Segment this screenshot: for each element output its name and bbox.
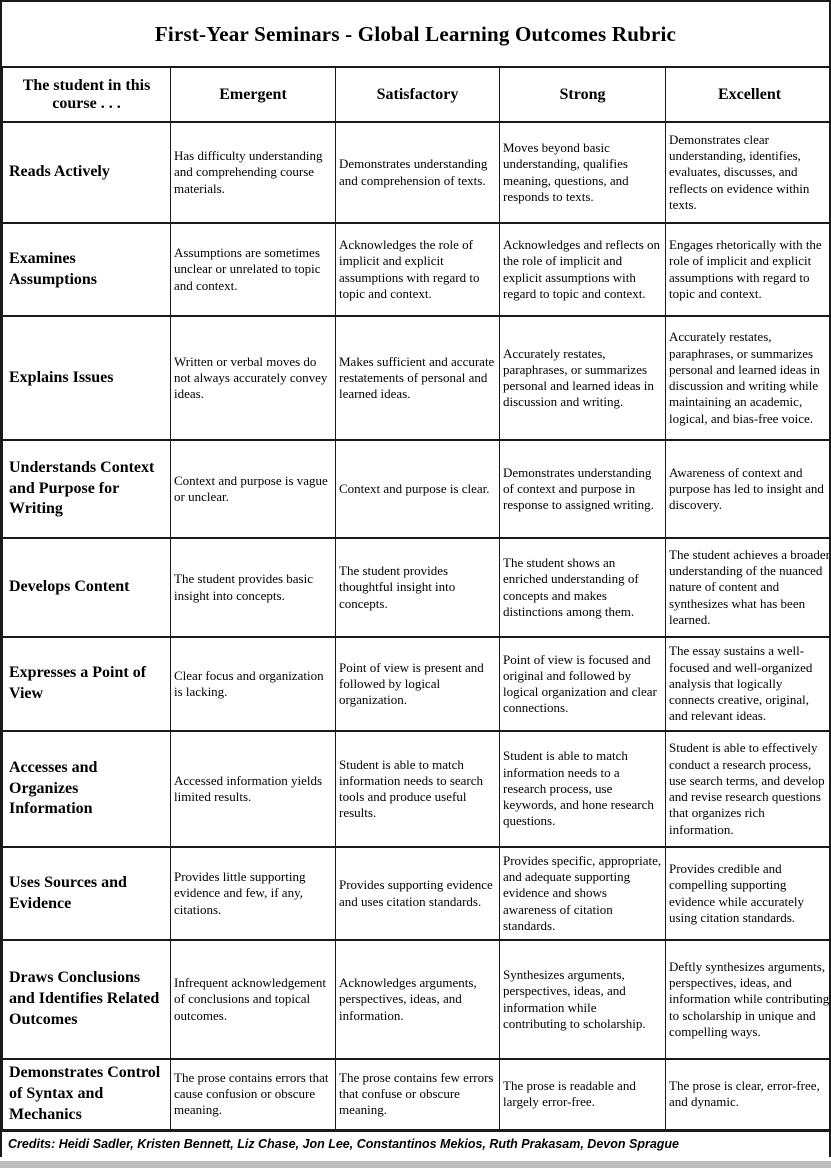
cell-emergent: Context and purpose is vague or unclear. (171, 440, 336, 538)
criterion-label: Reads Actively (3, 122, 171, 223)
cell-excellent: Demonstrates clear understanding, identifies, evaluates, discusses, and reflects on evidence within texts. (666, 122, 831, 223)
cell-emergent: Clear focus and organization is lacking. (171, 637, 336, 731)
header-row (3, 67, 831, 122)
title-bar (2, 2, 829, 66)
cell-emergent: Written or verbal moves do not always accurately convey ideas. (171, 316, 336, 440)
header-emergent: Emergent (171, 67, 336, 122)
cell-satisfactory: Acknowledges arguments, perspectives, ideas, and information. (336, 940, 500, 1059)
table-row (3, 538, 831, 637)
header-satisfactory: Satisfactory (336, 67, 500, 122)
cell-emergent: Infrequent acknowledgement of conclusions and topical outcomes. (171, 940, 336, 1059)
cell-excellent: Deftly synthesizes arguments, perspectives, ideas, and information while contributing to scholarship in unique and compelling ways. (666, 940, 831, 1059)
table-row (3, 316, 831, 440)
criterion-label: Accesses and Organizes Information (3, 731, 171, 847)
cell-excellent: Accurately restates, paraphrases, or summarizes personal and learned ideas in discussion and writing while maintaining an academic, logical, and bias-free voice. (666, 316, 831, 440)
cell-excellent: Student is able to effectively conduct a research process, use search terms, and develop and revise research questions that organizes rich information. (666, 731, 831, 847)
cell-excellent: The prose is clear, error-free, and dynamic. (666, 1059, 831, 1129)
cell-strong: Provides specific, appropriate, and adequate supporting evidence and shows awareness of citation standards. (500, 847, 666, 940)
cell-excellent: The essay sustains a well-focused and well-organized analysis that logically connects creative, original, and relevant ideas. (666, 637, 831, 731)
table-row (3, 223, 831, 316)
rubric-table (2, 66, 831, 1130)
header-criteria: The student in this course . . . (3, 67, 171, 122)
table-row (3, 731, 831, 847)
cell-emergent: Assumptions are sometimes unclear or unrelated to topic and context. (171, 223, 336, 316)
cell-satisfactory: Student is able to match information needs to search tools and produce useful results. (336, 731, 500, 847)
cell-excellent: Provides credible and compelling supporting evidence while accurately using citation standards. (666, 847, 831, 940)
cell-emergent: The student provides basic insight into concepts. (171, 538, 336, 637)
table-row (3, 637, 831, 731)
cell-satisfactory: The student provides thoughtful insight into concepts. (336, 538, 500, 637)
cell-satisfactory: Point of view is present and followed by logical organization. (336, 637, 500, 731)
cell-strong: Student is able to match information needs to a research process, use keywords, and hone research questions. (500, 731, 666, 847)
criterion-label: Develops Content (3, 538, 171, 637)
criterion-label: Uses Sources and Evidence (3, 847, 171, 940)
cell-satisfactory: The prose contains few errors that confuse or obscure meaning. (336, 1059, 500, 1129)
criterion-label: Explains Issues (3, 316, 171, 440)
table-row (3, 847, 831, 940)
criterion-label: Draws Conclusions and Identifies Related Outcomes (3, 940, 171, 1059)
cell-satisfactory: Provides supporting evidence and uses citation standards. (336, 847, 500, 940)
page-title: First-Year Seminars - Global Learning Outcomes Rubric (154, 21, 677, 46)
cell-excellent: Engages rhetorically with the role of implicit and explicit assumptions with regard to topic and context. (666, 223, 831, 316)
table-row (3, 440, 831, 538)
header-excellent: Excellent (666, 67, 831, 122)
cell-emergent: Provides little supporting evidence and few, if any, citations. (171, 847, 336, 940)
cell-strong: Point of view is focused and original and followed by logical organization and clear connections. (500, 637, 666, 731)
table-row (3, 122, 831, 223)
table-row (3, 1059, 831, 1129)
cell-strong: The student shows an enriched understanding of concepts and makes distinctions among them. (500, 538, 666, 637)
cell-emergent: The prose contains errors that cause confusion or obscure meaning. (171, 1059, 336, 1129)
criterion-label: Expresses a Point of View (3, 637, 171, 731)
cell-strong: Demonstrates understanding of context and purpose in response to assigned writing. (500, 440, 666, 538)
cell-strong: Accurately restates, paraphrases, or summarizes personal and learned ideas in discussion and writing. (500, 316, 666, 440)
cell-strong: Acknowledges and reflects on the role of implicit and explicit assumptions with regard to topic and context. (500, 223, 666, 316)
cell-strong: Moves beyond basic understanding, qualifies meaning, questions, and responds to texts. (500, 122, 666, 223)
criterion-label: Examines Assumptions (3, 223, 171, 316)
cell-excellent: Awareness of context and purpose has led to insight and discovery. (666, 440, 831, 538)
cell-strong: The prose is readable and largely error-free. (500, 1059, 666, 1129)
cell-satisfactory: Makes sufficient and accurate restatements of personal and learned ideas. (336, 316, 500, 440)
cell-satisfactory: Demonstrates understanding and comprehension of texts. (336, 122, 500, 223)
header-strong: Strong (500, 67, 666, 122)
credits-line: Credits: Heidi Sadler, Kristen Bennett, Liz Chase, Jon Lee, Constantinos Mekios, Ruth Prakasam, Devon Sprague (2, 1130, 829, 1157)
table-row (3, 940, 831, 1059)
cell-emergent: Accessed information yields limited results. (171, 731, 336, 847)
cell-emergent: Has difficulty understanding and comprehending course materials. (171, 122, 336, 223)
cell-excellent: The student achieves a broader understanding of the nuanced nature of content and synthesizes what has been learned. (666, 538, 831, 637)
cell-strong: Synthesizes arguments, perspectives, ideas, and information while contributing to scholarship. (500, 940, 666, 1059)
criterion-label: Demonstrates Control of Syntax and Mechanics (3, 1059, 171, 1129)
cell-satisfactory: Acknowledges the role of implicit and explicit assumptions with regard to topic and context. (336, 223, 500, 316)
criterion-label: Understands Context and Purpose for Writing (3, 440, 171, 538)
cell-satisfactory: Context and purpose is clear. (336, 440, 500, 538)
